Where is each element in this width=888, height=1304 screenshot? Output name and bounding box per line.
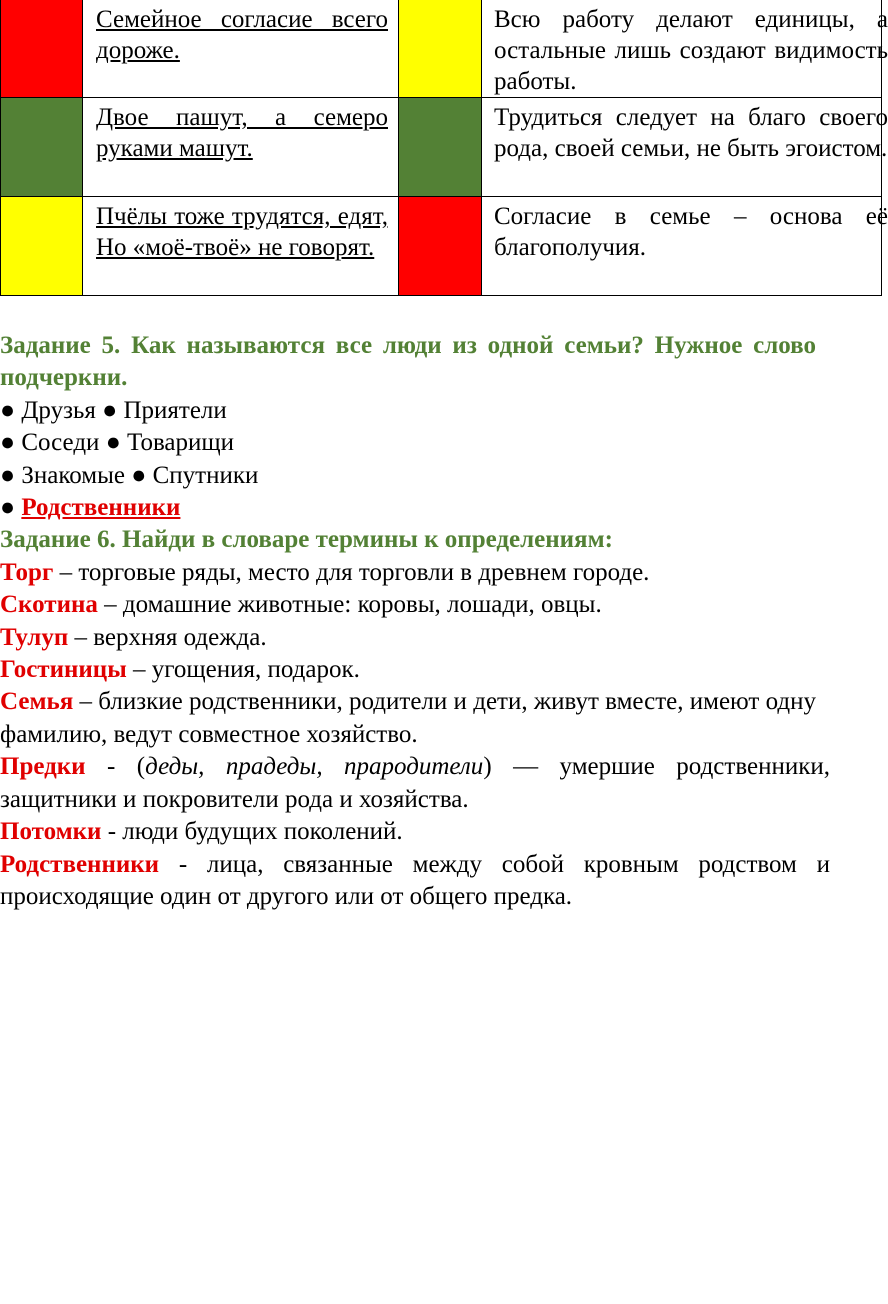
term: Гостиницы <box>0 656 127 684</box>
bullet: ● <box>0 461 16 489</box>
bullet: ● <box>0 494 16 522</box>
term: Потомки <box>0 818 102 846</box>
table-row <box>0 98 888 197</box>
task6-heading: Задание 6. Найди в словаре термины к определениям: <box>0 526 613 554</box>
definition-prefix: - ( <box>85 753 146 781</box>
definition-text: - лица, связанные между собой кровным родством и происходящие один от другого или от общего предка. <box>0 850 830 910</box>
options-line <box>0 395 816 427</box>
option: Знакомые <box>21 461 125 489</box>
definition-text: – близкие родственники, родители и дети, живут вместе, имеют одну фамилию, ведут совместное хозяйство. <box>0 688 816 748</box>
color-cell-red <box>0 0 83 98</box>
bullet: ● <box>0 429 16 457</box>
proverb-text: Пчёлы тоже трудятся, едят, Но «моё-твоё» не говорят. <box>96 203 388 261</box>
table-row <box>0 0 888 98</box>
color-cell-yellow <box>0 197 83 296</box>
option: Спутники <box>152 461 259 489</box>
task5-heading: Задание 5. Как называются все люди из одной семьи? Нужное слово подчеркни. <box>0 332 816 392</box>
meaning-text: Всю работу делают единицы, а остальные лишь создают видимость работы. <box>494 6 888 95</box>
definition-italic: деды, прадеды, прародители <box>145 753 484 781</box>
term: Скотина <box>0 591 98 619</box>
color-cell-green <box>0 98 83 197</box>
option: Приятели <box>123 396 227 424</box>
term: Тулуп <box>0 623 69 651</box>
definition <box>0 751 830 816</box>
options-line <box>0 460 816 492</box>
bullet: ● <box>102 396 118 424</box>
definition-text: – угощения, подарок. <box>126 656 360 684</box>
options-line <box>0 427 816 459</box>
definition-text: – торговые ряды, место для торговли в древнем городе. <box>53 558 650 586</box>
definition <box>0 622 816 654</box>
meaning-text: Трудиться следует на благо своего рода, своей семьи, не быть эгоистом. <box>494 104 888 162</box>
proverb-text: Двое пашут, а семеро руками машут. <box>96 104 388 162</box>
definition-text: - люди будущих поколений. <box>101 818 403 846</box>
color-cell-yellow <box>399 0 482 98</box>
color-cell-green <box>399 98 482 197</box>
color-cell-red <box>399 197 482 296</box>
definition <box>0 557 816 589</box>
meaning-cell <box>482 0 888 98</box>
term: Торг <box>0 558 54 586</box>
answer-underlined: Родственники <box>21 494 181 522</box>
definition <box>0 816 816 848</box>
definition-text: ) — умершие родственники, защитники и покровители рода и хозяйства. <box>0 753 830 813</box>
options-line <box>0 492 816 524</box>
meaning-cell <box>482 98 888 197</box>
meaning-text: Согласие в семье – основа её благополучия. <box>494 203 888 261</box>
term: Родственники <box>0 850 160 878</box>
proverbs-table <box>0 0 888 296</box>
definition-text: – домашние животные: коровы, лошади, овцы. <box>97 591 602 619</box>
proverb-cell <box>83 98 399 197</box>
definition <box>0 654 816 686</box>
definition <box>0 589 816 621</box>
definition <box>0 686 816 751</box>
table-row <box>0 197 888 296</box>
term: Предки <box>0 753 86 781</box>
document-body <box>0 330 830 913</box>
proverb-cell <box>83 0 399 98</box>
term: Семья <box>0 688 74 716</box>
proverb-cell <box>83 197 399 296</box>
option: Друзья <box>21 396 96 424</box>
definition <box>0 849 830 914</box>
bullet: ● <box>131 461 147 489</box>
option: Товарищи <box>127 429 235 457</box>
proverb-text: Семейное согласие всего дороже. <box>96 6 388 64</box>
bullet: ● <box>105 429 121 457</box>
meaning-cell <box>482 197 888 296</box>
definition-text: – верхняя одежда. <box>68 623 267 651</box>
bullet: ● <box>0 396 16 424</box>
option: Соседи <box>21 429 100 457</box>
